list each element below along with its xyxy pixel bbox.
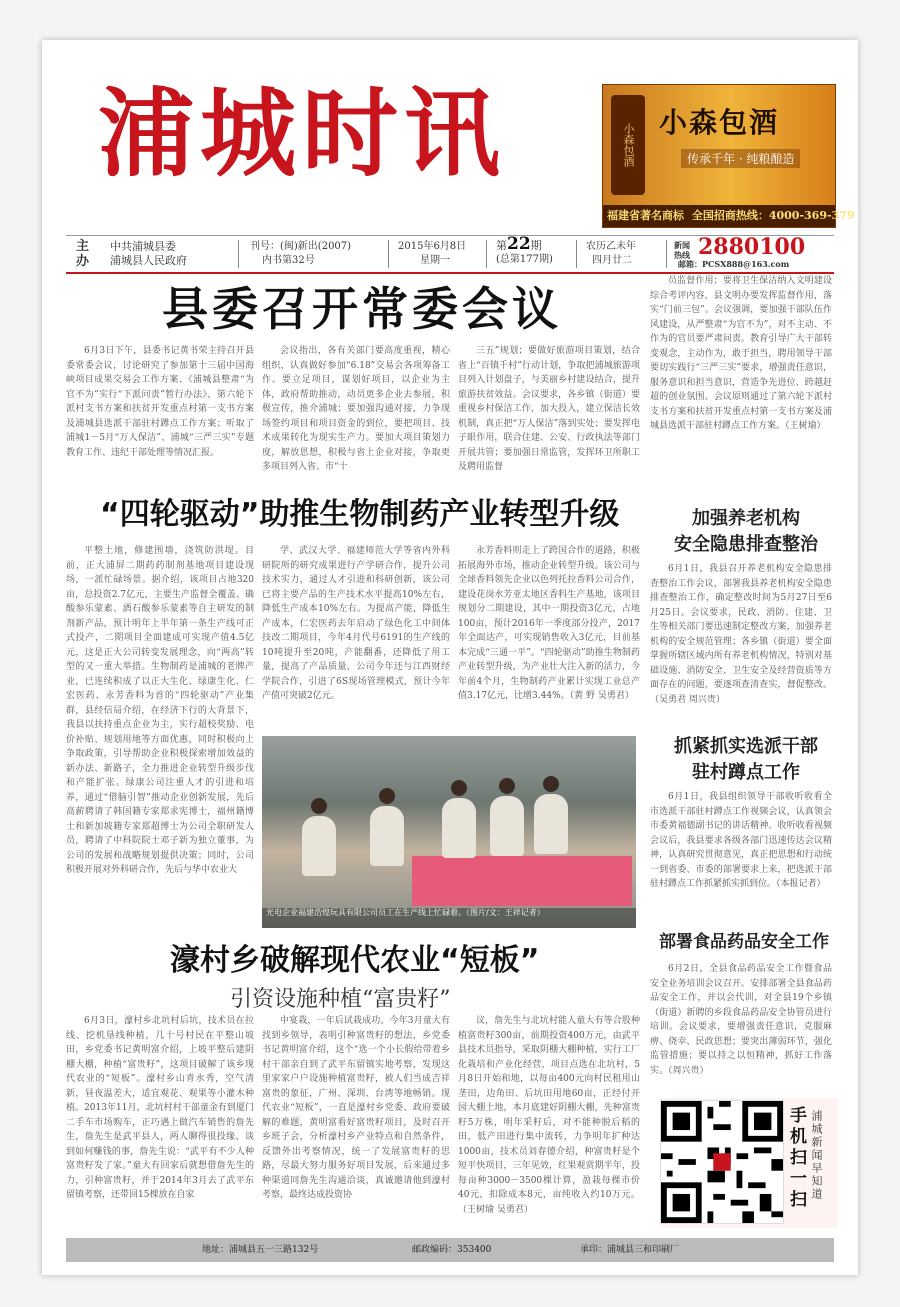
article-1-column-3 <box>458 344 640 474</box>
side-3-text: 6月2日，全县食品药品安全工作暨食品安全业务培训会议召开。安排部署全县食品药品安全工作，并以会代训，对全县19个乡镇（街道）新聘的乡段食品药品安全协管员进行培训。会议要求，要增强责任意识，克服麻痹、侥幸、民政思想；要突出薄弱环节，强化监管措施；要以持之以恒精神，抓好工作落实。（周兴贵） <box>650 964 832 1076</box>
liquor-advertisement[interactable] <box>602 84 855 228</box>
article-2-text-1: 平整土地，修建围墙，浇筑防洪堤。目前，正大浦屏二期药药制剂基地项目建设现场，一派忙碌场景。据介绍，该项目占地320亩，总投资2.7亿元，主要生产监督全覆盖、确酸参乐蒙素、酒石酸参乐蒙素等自主研发的制剂新产品，预计明年上半年第一条生产线可正式投产，二期项目全面建成可实现产值4.5亿元，这是正大公司转变发展理念，向“两高”转型的又一重大举措。生物制药是浦城的老牌产业，已连续积成了以正大生化、绿康生化、仁宏医药、永芳香料为首的“四轮驱动”产业集群，县经信局介绍，在经济下行的大背景下，我县以扶持重点企业为主，实行超校奖励、电价补贴、规划用地等方面优惠，同时积极向上争取政策，引导帮助企业积极探索增加效益的新办法、新路子，全力推进企业转型升级步伐和产能扩张。绿康公司注重人才的引进和培养，通过“借脑引智”推动企业创新发展，先后高薪聘请了韩国籍专家郑求宪博士，福州籍博士和新加坡籍专家郑超博士为公司全职研发人员，聘请了中科院院士邓子新为独立董事，为公司的发展和战略规划提供决策；同时，公司积极开展对外科研合作，先后与华中农业大 <box>66 546 254 875</box>
factory-workers-photo[interactable] <box>262 736 636 928</box>
hotline-label-1: 新闻 <box>674 240 690 250</box>
article-1-column-4 <box>650 274 832 474</box>
article-1-text-3: 三五”规划；要做好旅游项目策划，结合省上“百镇千村”行动计划，争取把浦城旅游项目列入计划盘子，与美丽乡村建设结合，提升旅游扶贫效益。会议要求，各乡镇（街道）要重视乡村保洁工作，加大投入，建立保洁长效机制，真正把“万人保洁”落到实处；要发挥电子眼作用，联合住建、公安、行政执法等部门开展共管；要加强日常监管，发挥环卫所职工及聘用监督 <box>458 346 640 472</box>
article-3-subheadline: 引资设施种植“富贵籽” <box>230 987 451 1012</box>
qr-code-box[interactable] <box>660 1098 838 1228</box>
article-3-column-1 <box>66 1014 254 1228</box>
issue-suffix: 期 <box>530 239 542 252</box>
email-label: 邮箱： <box>678 259 702 269</box>
footer-address-value: 浦城县五一三路132号 <box>229 1245 319 1255</box>
ad-slogan: 传承千年 · 纯粮酿造 <box>681 149 800 168</box>
divider <box>388 240 389 268</box>
side-2-headline[interactable] <box>660 734 832 786</box>
article-3-column-3 <box>458 1014 640 1228</box>
photo-worker-head <box>379 788 395 804</box>
email-line[interactable] <box>678 259 789 269</box>
photo-worker-head <box>451 780 467 796</box>
issn-line-2: 内书第32号 <box>262 255 315 266</box>
qr-slogan-news: 浦城新闻早知道 <box>810 1110 823 1201</box>
side-1-text: 6月1日，我县召开养老机构安全隐患排查整治工作会议，部署我县养老机构安全隐患排查整治工作，确定整改时间为5月27日至6月25日。会议要求，民政、消防、住建、卫生等相关部门要迅速制定整改方案，加强养老机构的安全规范管理；各乡镇（街道）要全面掌握所辖区域内所有养老机构情况，特别对基础设施、消防安全、卫生安全及经营资质等方面存在的问题，要逐项查清查实，督促整改。（吴勇君 周兴贵） <box>650 564 832 705</box>
article-1-text-1: 6月3日下午，县委书记黄书荣主持召开县委常委会议，讨论研究了参加第十三届中国海峡项目成果交易会工作方案、《浦城县整肃“为官不为”实行“下派问责”暂行办法》，第六轮下派村支书方案和扶贫开发重点村第一支书方案及浦城县选派干部驻村蹲点工作方案；听取了浦城1－5月“万人保洁”、浦城“三严三实”专题教育工作、违纪干部处理等情况汇报。 <box>66 346 254 458</box>
footer-postcode <box>412 1238 491 1262</box>
issue-number-block <box>496 234 553 267</box>
ad-trademark: 福建省著名商标 <box>607 209 684 222</box>
footer-address-label: 地址： <box>202 1245 230 1255</box>
photo-worker-head <box>499 778 515 794</box>
footer-bar <box>66 1238 834 1262</box>
issue-prefix: 第 <box>496 239 507 252</box>
article-1-text-2: 会议指出，各有关部门要高度重视，精心组织，认真做好参加“6.18”交易会各项筹备工作。要立足项目，谋划好项目，以企业为主体，政府帮助推动，动员更多企业去参展，积极宣传，推介浦城；要加强沟通对接，力争现场签约项目和项目资金的到位，要把项目、技术成果转化为现实生产力。要加大项目策划力度，解放思想，积极与省上企业对接，争取更多项目列入省、市“十 <box>262 346 450 472</box>
article-1-column-2 <box>262 344 450 474</box>
article-3-headline[interactable]: 濠村乡破解现代农业“短板” <box>170 943 540 978</box>
article-2-text-3: 永芳香料则走上了跨国合作的道路，积极拓展海外市场，推动企业转型升级。该公司与全球香料领先企业以色列托拉香料公司合作，建设花岗水芳亚太地区香料生产基地，该项目规划分二期建设，其中一期投资3亿元，占地100亩，预计2016年一季度部分投产，2017年全面达产，可实现销售收入3亿元，目前基本完成“三通一平”。“四轮驱动”助推生物制药产业转型升级，为产业壮大注入新的活力，今年前4个月，生物制药产业累计实现工业总产值3.17亿元，比增3.44%。（黄 野 吴勇君） <box>458 546 640 701</box>
email-address[interactable]: PCSX888@163.com <box>702 259 790 269</box>
photo-worker <box>442 798 476 858</box>
footer-printer-label: 承印： <box>580 1245 608 1255</box>
article-1-text-4: 员监督作用；要将卫生保洁纳入文明建设综合考评内容，县文明办要发挥监督作用，落实“门前三包”。会议强调，要加强干部队伍作风建设，从严整肃“为官不为”，对不主动、不作为的官员要严肃问责。教育引导广大干部转变观念，主动作为，敢于担当，聘用领导干部要切实践行“三严三实”要求，增强责任意识，服务意识和担当意识，营造争先进位、跨越赶超的创业氛围。会议原则通过了第六轮下派村支书方案和扶贫开发重点村第一支书方案及浦城县选派干部驻村蹲点工作方案。（王树瑜） <box>650 276 832 431</box>
article-3-text-3: 议，詹先生与北坑村能人童大有等合股种植富贵籽300亩，前期投资400万元，由武平县技术员指导，采取阴棚大棚种植，实行工厂化栽培和产业化经营，项目点选在北坑村，5月8日开始和地，以每亩400元向村民租用山垄田，边角田、后坑田用地60亩，正经付开园大棚土地，本月底建好阴棚大棚，先种富贵籽5万株，明年采籽后，对不能种脱后稻的田，低产田进行集中流转，力争明年扩种达1000亩，技术员刘春德介绍，种富贵籽是个短平快项目，三年见效，红果观赏期半年，投每亩种3000－3500棵计算，盈栽每棵市价40元，扣除成本8元，亩纯收入约10万元。（王树瑜 吴勇君） <box>458 1016 640 1215</box>
side-1-headline-line-2: 安全隐患排查整治 <box>674 534 818 555</box>
article-1-headline[interactable]: 县委召开常委会议 <box>162 282 562 336</box>
photo-product-pile <box>412 856 632 906</box>
photo-worker-head <box>543 776 559 792</box>
article-3-column-2 <box>262 1014 450 1228</box>
masthead-title: 浦城时讯 <box>98 77 506 190</box>
footer-address <box>202 1238 318 1262</box>
ad-hotline-bar <box>603 205 855 227</box>
issn-info <box>250 240 351 268</box>
side-3-body <box>650 962 832 1088</box>
divider <box>238 240 239 268</box>
side-1-headline[interactable] <box>660 506 832 558</box>
article-3-text-2: 中宴栽，一年后试栽成功。今年3月童大有找到乡领导，表明引种富贵籽的想法，乡党委书记黄明富介绍，这个“选一个小长假给带着乡村干部亲自到了武平东留镇实地考察，发现这里家家户户设施种植富贵籽，被人们当成吉祥富贵的象征，广州、深圳、台湾等地畅销。现代农业“短板”，一直是濠村乡党委、政府要破解的难题，黄明富看好富贵籽项目，及时召开乡班子会，分析濠村乡产业特点和自然条件，反馈外出考察情况，统一了发展富贵籽的思路，尽最大努力服务好项目发展，后来通过多种渠道同詹先生沟通洽谈，真诚邀请他到濠村考察，最终达成投资协 <box>262 1016 450 1200</box>
article-3-text-1: 6月3日，濠村乡北坑村后坑，技术员在拉线、挖机垦线种植，几十号村民在平整山坡田，乡党委书记黄明富介绍，上坡平整后建阴棚大棚，种植“富贵籽”，这项目破解了该乡现代农业的“短板”。濠村乡山青水秀，空气清新，昼夜温差大，适宜观花、观果等小灌木种植。2013年11月，北坑村村干部童金有到厦门二手车市场购车，正巧遇上做汽车销售的詹先生，詹先生是武平县人，两人聊得很投缘，谈到如何赚钱的事，詹先生说：“武平有不少人种富贵籽发了家。”童大有回家后就想借詹先生的力，引种富贵籽，并于2014年3月去了武平东留镇考察，还带回15棵放在自家 <box>66 1016 254 1200</box>
side-2-headline-line-2: 驻村蹲点工作 <box>692 762 800 783</box>
side-1-body <box>650 562 832 712</box>
divider <box>576 240 577 268</box>
photo-worker <box>534 794 568 854</box>
photo-worker-head <box>311 798 327 814</box>
article-2-column-3 <box>458 544 640 730</box>
issn-line-1: 刊号：(闽)新出(2007) <box>250 241 352 252</box>
issue-number-line <box>496 234 553 254</box>
article-2-column-1 <box>66 544 254 928</box>
footer-printer-value: 浦城县三和印刷厂 <box>607 1245 680 1255</box>
side-2-headline-line-1: 抓紧抓实选派干部 <box>674 736 818 757</box>
photo-worker <box>490 796 524 856</box>
side-1-headline-line-1: 加强养老机构 <box>692 508 800 529</box>
issue-number: 22 <box>507 234 531 254</box>
host-government: 浦城县人民政府 <box>110 254 187 267</box>
host-label: 主办 <box>76 239 90 269</box>
issue-total: (总第177期) <box>496 254 553 265</box>
hotline-label-2: 热线 <box>674 250 690 260</box>
side-2-text: 6月1日，我县组织领导干部收听收看全市选派干部驻村蹲点工作视频会议，认真领会市委黄福德副书记的讲话精神。收听收看视频会议后，我县要求各级各部门迅速传达会议精神，认真研究贯彻意见，真正把思想和行动统一到省委、市委的部署要求上来，把选派干部驻村蹲点工作抓紧抓实抓到位。（本报记者） <box>650 792 832 889</box>
article-2-column-2 <box>262 544 450 730</box>
divider <box>666 240 667 268</box>
footer-postcode-value: 353400 <box>457 1245 492 1255</box>
hotline-label <box>674 240 690 260</box>
date-info <box>398 240 466 268</box>
article-2-text-2: 学、武汉大学、福建师范大学等省内外科研院所的研究成果进行产学研合作，提升公司技术实力，通过人才引进和科研创新，该公司已将主要产品的生产技术水平提高10%左右，降低生产成本10%左右。为提高产能，降低生产成本，仁宏医药去年启动了绿色化工中间体技改二期项目，今年4月代号6191的生产线的10吨提升至20吨，产能翻番，还降低了用工量，提高了产品质量，公司今年还与江西财经学院合作，引进了6S现场管理模式，预计今年产值可突破2亿元。 <box>262 546 450 701</box>
ad-hotline-number: 全国招商热线：4000-369-379 <box>691 209 855 222</box>
footer-postcode-label: 邮政编码： <box>412 1245 458 1255</box>
side-2-body <box>650 790 832 910</box>
ad-bottle-logo: 小森包酒 <box>611 95 645 195</box>
footer-printer <box>580 1238 679 1262</box>
news-hotline: 2880100 <box>698 234 806 260</box>
photo-worker <box>302 816 336 876</box>
side-3-headline[interactable]: 部署食品药品安全工作 <box>659 932 829 952</box>
article-1-column-1 <box>66 344 254 474</box>
host-org <box>110 240 187 268</box>
article-2-headline[interactable]: “四轮驱动”助推生物制药产业转型升级 <box>100 497 620 532</box>
qr-slogan-scan: 手机扫一扫 <box>786 1106 806 1211</box>
photo-worker <box>370 806 404 866</box>
lunar-day: 四月廿二 <box>592 255 632 266</box>
lunar-year: 农历乙未年 <box>586 241 636 252</box>
ad-brand-name: 小森包酒 <box>659 106 780 139</box>
info-bar <box>66 235 834 274</box>
issue-weekday: 星期一 <box>420 255 450 266</box>
photo-caption: 光电企业福建浩煌玩具有限公司员工在生产线上忙碌着。（图片/文：王祥记者） <box>262 908 636 928</box>
host-party-committee: 中共浦城县委 <box>110 240 176 253</box>
issue-date: 2015年6月8日 <box>398 241 467 252</box>
lunar-date <box>586 240 636 268</box>
divider <box>486 240 487 268</box>
qr-code-icon[interactable] <box>660 1100 784 1224</box>
